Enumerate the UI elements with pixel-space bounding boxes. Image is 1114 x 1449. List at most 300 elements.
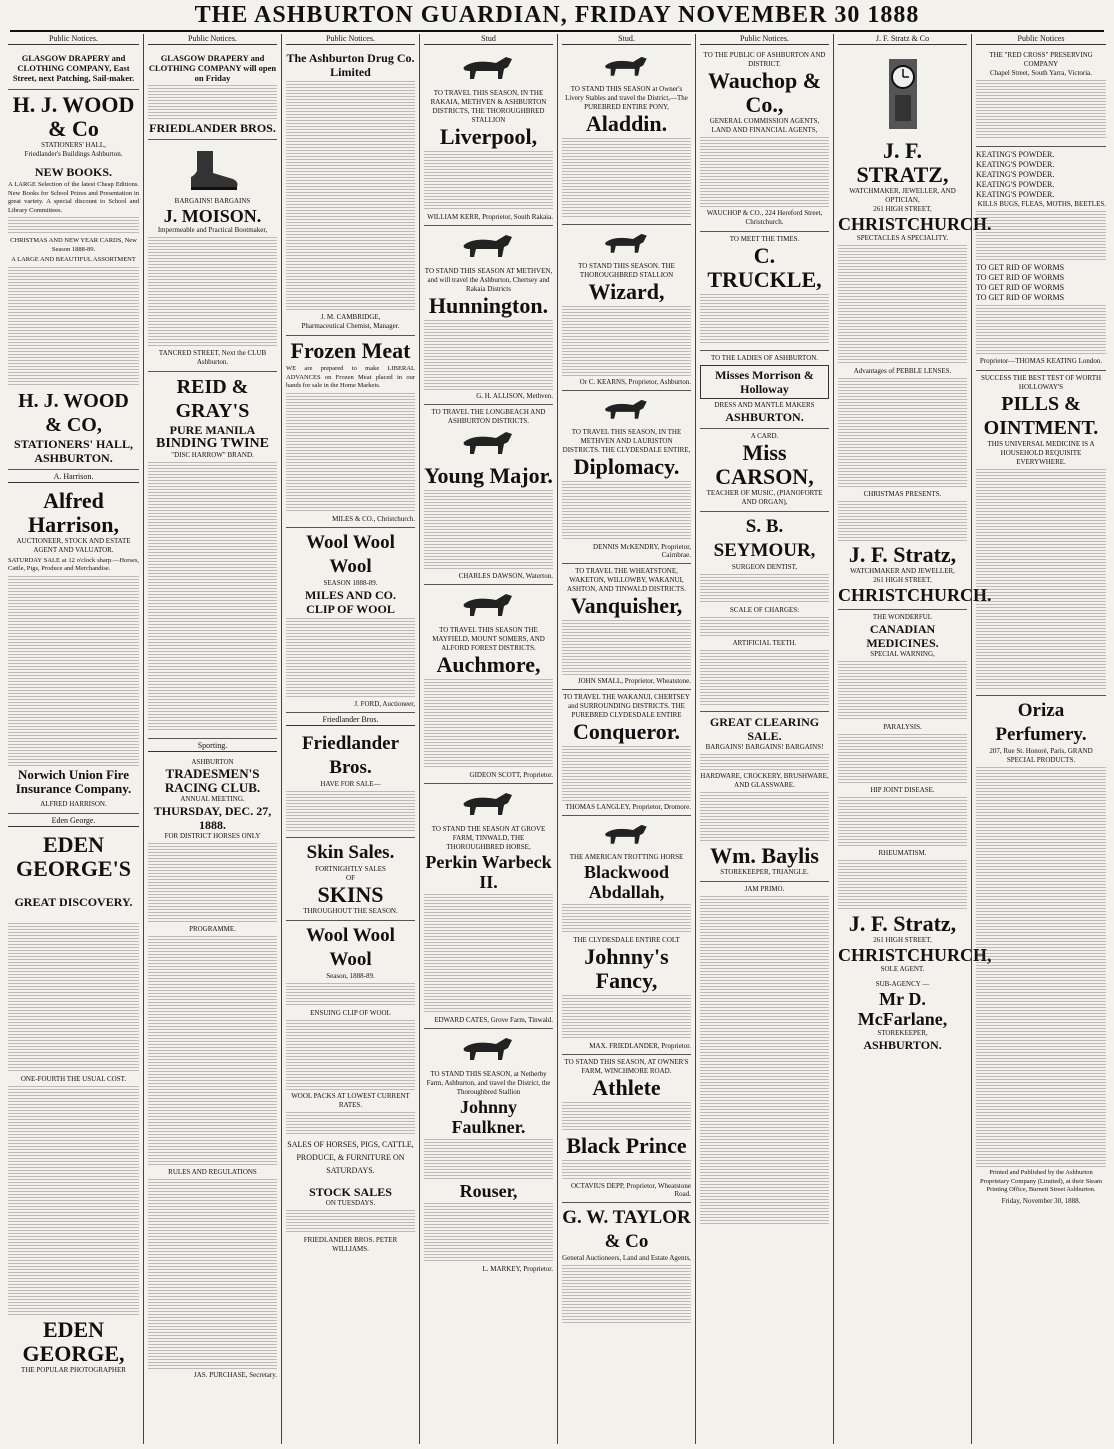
- advert-body-text: [976, 80, 1106, 140]
- advert-heading: H. J. WOOD & CO,: [18, 389, 129, 436]
- advert-heading: Alfred Harrison,: [27, 487, 120, 537]
- advert-young-major: [424, 405, 553, 585]
- advert-text: OF: [346, 873, 355, 882]
- advert-heading: Wizard,: [588, 279, 665, 304]
- advert-heading: REID & GRAY'S: [175, 376, 250, 422]
- section-header: Friedlander Bros.: [286, 715, 415, 726]
- advert-body-text: [700, 896, 829, 1226]
- advert-repeat-line: KEATING'S POWDER.: [976, 180, 1055, 189]
- advert-repeat-line: KEATING'S POWDER.: [976, 160, 1055, 169]
- advert-body-text: [286, 393, 415, 513]
- advert-glasgow-drapery: [8, 48, 139, 90]
- advert-heading: STOCK SALES: [309, 1184, 392, 1199]
- advert-subheading: THIS UNIVERSAL MEDICINE IS A HOUSEHOLD REQUISITE EVERYWHERE.: [987, 440, 1095, 466]
- advert-signature: Or C. KEARNS, Proprietor, Ashburton.: [579, 378, 691, 386]
- advert-text: TO TRAVEL THIS SEASON, IN THE RAKAIA, METHVEN & ASHBURTON DISTRICTS, THE THOROUGHBRED STALLION: [430, 89, 547, 124]
- advert-heading: TRADESMEN'S RACING CLUB.: [164, 766, 261, 795]
- advert-text: A LARGE AND BEAUTIFUL ASSORTMENT: [11, 256, 136, 263]
- advert-subheading: TEACHER OF MUSIC, (PIANOFORTE AND ORGAN),: [706, 489, 823, 506]
- advert-heading: Johnny Faulkner.: [451, 1097, 526, 1137]
- advert-auchmore: [424, 585, 553, 784]
- imprint: Printed and Published by the Ashburton Proprietary Company (Limited), at their Steam Printing Office, Burnett Street Ashburton.: [979, 1169, 1103, 1193]
- advert-signature: THOMAS LANGLEY, Proprietor, Dromore.: [565, 803, 691, 811]
- page-columns: [4, 34, 1110, 1444]
- advert-text: Advantages of PEBBLE LENSES.: [853, 367, 952, 375]
- advert-signature: EDWARD CATES, Grove Farm, Tinwald.: [434, 1016, 553, 1024]
- advert-address: 261 HIGH STREET,: [873, 205, 932, 213]
- advert-text: RHEUMATISM.: [878, 849, 927, 857]
- advert-text: THE CLYDESDALE ENTIRE COLT: [573, 936, 680, 944]
- advert-body-text: [562, 306, 691, 376]
- advert-subheading: AUCTIONEER, STOCK AND ESTATE AGENT AND VALUATOR.: [16, 536, 131, 554]
- horse-illustration: [454, 428, 524, 462]
- column-2: [144, 34, 282, 1444]
- advert-text: ON TUESDAYS.: [325, 1198, 376, 1207]
- advert-text: TO TRAVEL THIS SEASON, IN THE METHVEN AND LAURISTON DISTRICTS. THE CLYDESDALE ENTIRE,: [562, 428, 691, 454]
- advert-text: TO MEET THE TIMES.: [729, 235, 800, 243]
- advert-heading: Vanquisher,: [570, 593, 683, 618]
- advert-subheading: BARGAINS! BARGAINS! BARGAINS!: [705, 743, 824, 751]
- advert-body-text: [562, 1265, 691, 1325]
- advert-drug-co: [286, 48, 415, 336]
- advert-heading: Diplomacy.: [573, 454, 680, 479]
- advert-heading: CANADIAN MEDICINES.: [866, 622, 939, 650]
- advert-text: TO STAND THIS SEASON. THE THOROUGHBRED STALLION: [578, 262, 675, 279]
- advert-subheading: Season, 1888-89.: [326, 971, 375, 980]
- advert-text: GLASGOW DRAPERY and CLOTHING COMPANY, East Street, next Patching, Sail-maker.: [12, 53, 135, 83]
- advert-heading: THE "RED CROSS" PRESERVING COMPANY: [989, 51, 1093, 68]
- advert-text: CHRISTMAS AND NEW YEAR CARDS, New Season 1888-89.: [10, 237, 137, 253]
- advert-heading: Auchmore,: [436, 652, 541, 677]
- advert-signature: Pharmaceutical Chemist, Manager.: [301, 322, 400, 330]
- advert-carson: [700, 429, 829, 512]
- advert-address: TANCRED STREET, Next the CLUB Ashburton.: [158, 349, 267, 366]
- advert-heading: Wool Wool Wool: [306, 924, 395, 970]
- advert-signature: WILLIAM KERR, Proprietor, South Rakaia.: [427, 213, 553, 221]
- advert-body-text: [8, 923, 139, 1073]
- advert-text: THE WONDERFUL: [872, 613, 933, 621]
- advert-body-text: [286, 1112, 415, 1136]
- advert-subheading: 207, Rue St. Honoré, Paris, GRAND SPECIAL PRODUCTS.: [989, 747, 1093, 764]
- advert-text: SCALE OF CHARGES:: [729, 606, 800, 614]
- advert-heading: H. J. WOOD & Co: [12, 92, 135, 141]
- advert-repeat-line: KEATING'S POWDER.: [976, 150, 1055, 159]
- advert-heading: Rouser,: [459, 1181, 518, 1201]
- advert-body-text: [562, 481, 691, 541]
- advert-body-text: [424, 320, 553, 390]
- advert-signature: ALFRED HARRISON.: [40, 799, 107, 808]
- advert-subheading: WATCHMAKER AND JEWELLER,: [850, 567, 955, 575]
- advert-racing-club: [148, 755, 277, 1383]
- advert-signature: JAS. PURCHASE, Secretary.: [194, 1371, 277, 1379]
- advert-wool-friedlander: [286, 921, 415, 1258]
- advert-heading: PILLS & OINTMENT.: [983, 393, 1099, 439]
- advert-perkin-warbeck: [424, 784, 553, 1029]
- column-header: Stud.: [562, 34, 691, 45]
- advert-text: SATURDAY SALE at 12 o'clock sharp.—Horses, Cattle, Pigs, Produce and Merchandise.: [8, 556, 139, 572]
- advert-text: WOOL PACKS AT LOWEST CURRENT RATES.: [291, 1091, 410, 1109]
- advert-body-text: [148, 1179, 277, 1369]
- horse-illustration: [597, 396, 657, 426]
- advert-body-text: [838, 661, 967, 721]
- advert-body-text: [838, 860, 967, 910]
- horse-illustration: [597, 821, 657, 851]
- advert-text: TO STAND THIS SEASON, AT OWNER'S FARM, WINCHMORE ROAD.: [564, 1058, 689, 1075]
- advert-heading: Skin Sales.: [306, 841, 395, 863]
- advert-text: SUB-AGENCY —: [875, 980, 930, 988]
- advert-text: TO TRAVEL THIS SEASON THE MAYFIELD, MOUNT SOMERS, AND ALFORD FOREST DISTRICTS.: [432, 626, 545, 652]
- column-8: [972, 34, 1110, 1444]
- advert-signature: FRIEDLANDER BROS. PETER WILLIAMS.: [303, 1235, 398, 1253]
- advert-body-text: [424, 1139, 553, 1179]
- advert-signature: DENNIS McKENDRY, Proprietor, Cairnbrae.: [593, 543, 691, 559]
- advert-text: ONE-FOURTH THE USUAL COST.: [20, 1074, 127, 1083]
- advert-heading: SKINS: [317, 881, 384, 907]
- advert-text: SOLE AGENT.: [880, 965, 925, 973]
- advert-conqueror: [562, 690, 691, 816]
- advert-text: TO TRAVEL THE WHEATSTONE, WAKETON, WILLOWBY, WAKANUI, ASHTON, AND TINWALD DISTRICTS.: [567, 567, 686, 593]
- advert-vanquisher: [562, 564, 691, 690]
- column-header: Public Notices.: [286, 34, 415, 45]
- advert-body-text: [562, 904, 691, 934]
- column-5: [558, 34, 696, 1444]
- advert-body-text: [148, 843, 277, 923]
- column-header: Public Notices.: [700, 34, 829, 45]
- advert-glasgow-opening: [148, 48, 277, 140]
- advert-body-text: [148, 237, 277, 347]
- advert-subheading: STATIONERS' HALL,: [41, 141, 106, 149]
- advert-text: CHRISTMAS PRESENTS.: [863, 490, 942, 498]
- advert-holloway: [976, 371, 1106, 696]
- advert-blackwood: [562, 816, 691, 1055]
- advert-heading: J. F. STRATZ,: [856, 138, 949, 187]
- advert-body-text: [8, 267, 139, 387]
- advert-skin-sales: [286, 838, 415, 921]
- horse-illustration: [597, 230, 657, 260]
- advert-heading: C. TRUCKLE,: [707, 243, 822, 292]
- advert-heading: Wool Wool Wool: [306, 531, 395, 577]
- column-header: Stud: [424, 34, 553, 45]
- column-header: Public Notices.: [8, 34, 139, 45]
- masthead: [0, 0, 1114, 30]
- advert-clearing-sale: [700, 712, 829, 882]
- advert-text: TO THE PUBLIC OF ASHBURTON AND DISTRICT.: [703, 51, 826, 68]
- advert-red-cross: [976, 48, 1106, 147]
- column-header: J. F. Stratz & Co: [838, 34, 967, 45]
- advert-text: A LARGE Selection of the latest Cheap Editions. New Books for School Prizes and Presentation in great variety. A special discount to School and Library Committees.: [8, 181, 139, 214]
- clock-illustration: [863, 55, 943, 135]
- advert-subheading: Chapel Street, South Yarra, Victoria.: [989, 69, 1093, 77]
- advert-reid-gray: [148, 372, 277, 739]
- advert-signature: J. M. CAMBRIDGE,: [320, 313, 381, 321]
- advert-signature: L. MARKEY, Proprietor.: [482, 1265, 553, 1273]
- advert-text: ASHBURTON: [191, 758, 234, 766]
- advert-text: KILLS BUGS, FLEAS, MOTHS, BEETLES.: [977, 200, 1106, 208]
- advert-body-text: [562, 1160, 691, 1180]
- advert-stratz: [838, 48, 992, 610]
- advert-signature: GIDEON SCOTT, Proprietor.: [469, 771, 553, 779]
- advert-repeat-line: KEATING'S POWDER.: [976, 170, 1055, 179]
- advert-subheading: STOREKEEPER,: [877, 1029, 928, 1037]
- advert-heading: JAM PRIMO.: [744, 885, 785, 893]
- advert-subheading: Impermeable and Practical Bootmaker,: [157, 226, 268, 234]
- advert-heading: The Ashburton Drug Co. Limited: [286, 51, 415, 79]
- advert-heading: GREAT CLEARING SALE.: [709, 715, 820, 743]
- advert-signature: MAX. FRIEDLANDER, Proprietor.: [589, 1042, 691, 1050]
- advert-body-text: [562, 138, 691, 218]
- advert-body-text: [286, 791, 415, 831]
- section-header: Eden George.: [8, 816, 139, 827]
- advert-heading: Oriza Perfumery.: [995, 700, 1087, 745]
- advert-body-text: [424, 1203, 553, 1263]
- advert-body-text: [700, 792, 829, 842]
- advert-heading: J. F. Stratz,: [848, 911, 957, 936]
- advert-text: HARDWARE, CROCKERY, BRUSHWARE, AND GLASSWARE.: [700, 772, 829, 789]
- advert-heading: EDEN GEORGE,: [22, 1316, 125, 1366]
- advert-subheading: STOREKEEPER, TRIANGLE.: [720, 868, 809, 876]
- advert-body-text: [700, 754, 829, 770]
- advert-body-text: [838, 501, 967, 541]
- advert-heading: J. F. Stratz,: [848, 542, 957, 567]
- advert-text: PARALYSIS.: [883, 723, 922, 731]
- advert-repeat-line: KEATING'S POWDER.: [976, 190, 1055, 199]
- advert-subheading: CLIP OF WOOL: [306, 601, 395, 616]
- advert-subheading: General Auctioneers, Land and Estate Agents,: [562, 1254, 691, 1262]
- advert-subheading: SPECIAL WARNING,: [870, 650, 935, 658]
- advert-body-text: [700, 294, 829, 344]
- advert-heading: Mr D. McFarlane,: [857, 989, 948, 1029]
- advert-heading: Miss CARSON,: [715, 440, 814, 489]
- advert-subheading: CHRISTCHURCH.: [838, 214, 992, 234]
- advert-body-text: [286, 1020, 415, 1090]
- advert-subheading: HAVE FOR SALE—: [320, 779, 381, 788]
- advert-repeat-line: TO GET RID OF WORMS: [976, 273, 1065, 282]
- advert-repeat-line: TO GET RID OF WORMS: [976, 283, 1065, 292]
- advert-body-text: [562, 1102, 691, 1132]
- advert-eden-george: [8, 830, 139, 1379]
- advert-text: TO TRAVEL THE LONGBEACH AND ASHBURTON DISTRICTS.: [431, 408, 546, 425]
- advert-heading: Conqueror.: [573, 719, 680, 744]
- advert-heading: Norwich Union Fire Insurance Company.: [15, 766, 132, 796]
- advert-text: "DISC HARROW" BRAND.: [171, 451, 254, 459]
- column-1: [4, 34, 144, 1444]
- advert-subheading: RULES AND REGULATIONS: [168, 1168, 257, 1176]
- advert-heading: Black Prince: [566, 1133, 687, 1158]
- advert-text: HOLLOWAY'S: [1018, 383, 1064, 391]
- advert-hunnington: [424, 226, 553, 405]
- advert-body-text: [700, 574, 829, 604]
- advert-subheading: PURE MANILA: [169, 423, 256, 437]
- advert-jam-primo: [700, 882, 829, 1232]
- newspaper-title: THE ASHBURTON GUARDIAN, FRIDAY NOVEMBER 30 1888: [194, 2, 920, 28]
- advert-signature: Proprietor—THOMAS KEATING London.: [979, 357, 1103, 365]
- boot-illustration: [183, 147, 243, 193]
- advert-signature: JOHN SMALL, Proprietor, Wheatstone.: [577, 677, 691, 685]
- advert-subheading: SURGEON DENTIST,: [731, 563, 798, 571]
- advert-text: GLASGOW DRAPERY and CLOTHING COMPANY will open on Friday: [148, 53, 277, 83]
- advert-signature: G. H. ALLISON, Methven.: [476, 392, 553, 400]
- advert-body-text: [286, 1210, 415, 1234]
- advert-signature: J. FORD, Auctioneer,: [354, 699, 415, 708]
- advert-body-text: [700, 617, 829, 637]
- advert-text: TO STAND THIS SEASON at Owner's Livery Stables and travel the District,—The PUREBRED ENTIRE PONY,: [565, 85, 688, 111]
- advert-text: SPECTACLES A SPECIALITY.: [856, 234, 949, 242]
- advert-subheading: WATCHMAKER, JEWELLER, AND OPTICIAN,: [849, 187, 956, 204]
- advert-heading: J. MOISON.: [163, 206, 262, 226]
- advert-oriza: [976, 696, 1106, 1209]
- advert-signature: MILES & CO., Christchurch.: [332, 514, 415, 523]
- advert-text: ARTIFICIAL TEETH.: [732, 639, 797, 647]
- event-date: THURSDAY, DEC. 27, 1888.: [153, 804, 272, 832]
- advert-moison: [148, 140, 277, 372]
- advert-section-heading: NEW BOOKS.: [34, 165, 113, 179]
- advert-subheading: ASHBURTON.: [725, 410, 804, 424]
- column-header: Public Notices: [976, 34, 1106, 45]
- advert-liverpool: [424, 48, 553, 226]
- advert-body-text: [8, 1086, 139, 1316]
- advert-athlete: [562, 1055, 691, 1203]
- advert-body-text: [8, 576, 139, 766]
- masthead-rule: [10, 30, 1104, 32]
- advert-address: 261 HIGH STREET,: [873, 936, 932, 944]
- imprint-date: Friday, November 30, 1888.: [1001, 1196, 1081, 1205]
- advert-body-text: [838, 797, 967, 847]
- advert-subheading: CHRISTCHURCH,: [838, 945, 992, 965]
- advert-body-text: [562, 995, 691, 1040]
- advert-body-text: [838, 734, 967, 784]
- advert-subheading: DRESS AND MANTLE MAKERS: [714, 401, 815, 409]
- horse-illustration: [454, 231, 524, 265]
- advert-heading: Johnny's Fancy,: [584, 944, 669, 993]
- horse-illustration: [454, 789, 524, 823]
- advert-heading: Aladdin.: [585, 111, 668, 136]
- advert-signature: OCTAVIUS DEPP, Proprietor, Wheatstone Road.: [570, 1182, 691, 1198]
- advert-heading: Blackwood Abdallah,: [583, 862, 670, 902]
- advert-dressmakers: [700, 351, 829, 429]
- advert-heading: Wm. Baylis: [710, 843, 819, 868]
- advert-body-text: [424, 151, 553, 211]
- advert-body-text: [562, 746, 691, 801]
- advert-text: TO STAND THIS SEASON AT METHVEN, and will travel the Ashburton, Chertsey and Rakaia Districts: [424, 267, 553, 293]
- advert-heading: Young Major.: [424, 463, 553, 488]
- advert-text: A CARD.: [750, 432, 779, 440]
- advert-text: ENSUING CLIP OF WOOL: [310, 1008, 391, 1017]
- advert-body-text: [148, 936, 277, 1166]
- advert-frozen-meat: [286, 336, 415, 528]
- advert-text: THE AMERICAN TROTTING HORSE: [569, 853, 684, 861]
- advert-body-text: [700, 137, 829, 207]
- advert-address: Friedlander's Buildings Ashburton.: [24, 150, 123, 158]
- advert-canadian-medicines: [838, 610, 992, 1056]
- advert-body-text: [976, 305, 1106, 355]
- column-3: [282, 34, 420, 1444]
- advert-text: HIP JOINT DISEASE.: [870, 786, 935, 794]
- column-6: [696, 34, 834, 1444]
- advert-body-text: [976, 767, 1106, 1167]
- horse-illustration: [454, 53, 524, 87]
- advert-address: 261 HIGH STREET,: [873, 576, 932, 584]
- advert-subheading: STATIONERS' HALL, ASHBURTON.: [14, 436, 133, 465]
- advert-repeat-line: TO GET RID OF WORMS: [976, 263, 1065, 272]
- advert-text: SALES OF HORSES, PIGS, CATTLE, PRODUCE, & FURNITURE ON SATURDAYS.: [287, 1139, 414, 1175]
- advert-signature: WAUCHOP & CO., 224 Hereford Street, Christchurch.: [706, 209, 823, 226]
- advert-text: TO THE LADIES OF ASHBURTON.: [710, 354, 819, 362]
- advert-text: TO STAND THE SEASON AT GROVE FARM, TINWALD, THE THOROUGHBRED HORSE,: [431, 825, 546, 851]
- advert-text: SUCCESS THE BEST TEST OF WORTH: [980, 374, 1102, 382]
- advert-text: TO TRAVEL THE WAKANUI, CHERTSEY and SURROUNDING DISTRICTS. THE PUREBRED CLYDESDALE ENTIRE: [563, 693, 690, 719]
- advert-body-text: [286, 81, 415, 311]
- advert-heading: S. B. SEYMOUR,: [713, 516, 816, 561]
- advert-heading: Perkin Warbeck II.: [425, 852, 552, 892]
- advert-subheading: MILES AND CO.: [304, 587, 396, 602]
- advert-subheading: ANNUAL MEETING.: [180, 795, 245, 803]
- advert-wool-miles: [286, 528, 415, 713]
- advert-heading: Misses Morrison & Holloway: [700, 365, 829, 399]
- advert-diplomacy: [562, 391, 691, 564]
- advert-subheading: ASHBURTON.: [863, 1038, 942, 1052]
- advert-wauchop: [700, 48, 829, 232]
- advert-body-text: [976, 469, 1106, 689]
- advert-subheading: CHRISTCHURCH.: [838, 585, 992, 605]
- advert-wizard: [562, 225, 691, 391]
- section-header: A. Harrison.: [8, 472, 139, 483]
- advert-text: FORTNIGHTLY SALES: [315, 864, 386, 873]
- advert-heading: Athlete: [592, 1075, 661, 1100]
- advert-heading: Liverpool,: [439, 124, 538, 149]
- advert-heading: Friedlander Bros.: [301, 732, 400, 778]
- advert-heading: Frozen Meat: [290, 338, 411, 363]
- advert-subheading: PROGRAMME.: [189, 925, 236, 933]
- horse-illustration: [454, 590, 524, 624]
- advert-body-text: [148, 85, 277, 119]
- advert-johnny-faulkner: [424, 1029, 553, 1277]
- advert-body-text: [424, 490, 553, 570]
- advert-heading: EDEN GEORGE'S: [16, 831, 131, 881]
- advert-subheading: BARGAINS! BARGAINS: [174, 197, 251, 205]
- horse-illustration: [454, 1034, 524, 1068]
- advert-keating: [976, 147, 1106, 371]
- column-7: [834, 34, 992, 1444]
- advert-body-text: [424, 679, 553, 769]
- advert-subheading: THE POPULAR PHOTOGRAPHER: [21, 1365, 126, 1374]
- advert-heading: G. W. TAYLOR & Co: [562, 1207, 691, 1252]
- advert-body-text: [976, 211, 1106, 261]
- column-4: [420, 34, 558, 1444]
- advert-body-text: [838, 245, 967, 365]
- advert-seymour: [700, 512, 829, 712]
- advert-taylor: [562, 1203, 691, 1331]
- advert-friedlander: [286, 729, 415, 838]
- horse-illustration: [597, 53, 657, 83]
- advert-body-text: [286, 983, 415, 1007]
- advert-body-text: [700, 650, 829, 705]
- advert-subheading: SEASON 1888-89.: [323, 578, 378, 587]
- advert-heading: Wauchop & Co.,: [707, 68, 822, 117]
- advert-wood-stationers: [8, 90, 139, 470]
- advert-text: TO STAND THIS SEASON, at Netherby Farm, Ashburton, and travel the District, the Thoroughbred Stallion: [426, 1070, 551, 1096]
- advert-body-text: [286, 618, 415, 698]
- advert-heading: Hunnington.: [428, 293, 549, 318]
- column-header: Public Notices.: [148, 34, 277, 45]
- advert-signature: CHARLES DAWSON, Waterton.: [458, 572, 553, 580]
- advert-subheading: GENERAL COMMISSION AGENTS, LAND AND FINANCIAL AGENTS,: [709, 117, 820, 134]
- advert-body-text: [562, 620, 691, 675]
- advert-body-text: [424, 894, 553, 1014]
- advert-aladdin: [562, 48, 691, 225]
- advert-heading: FRIEDLANDER BROS.: [149, 121, 276, 135]
- advert-subheading: GREAT DISCOVERY.: [14, 894, 133, 909]
- advert-subheading: BINDING TWINE: [156, 436, 269, 451]
